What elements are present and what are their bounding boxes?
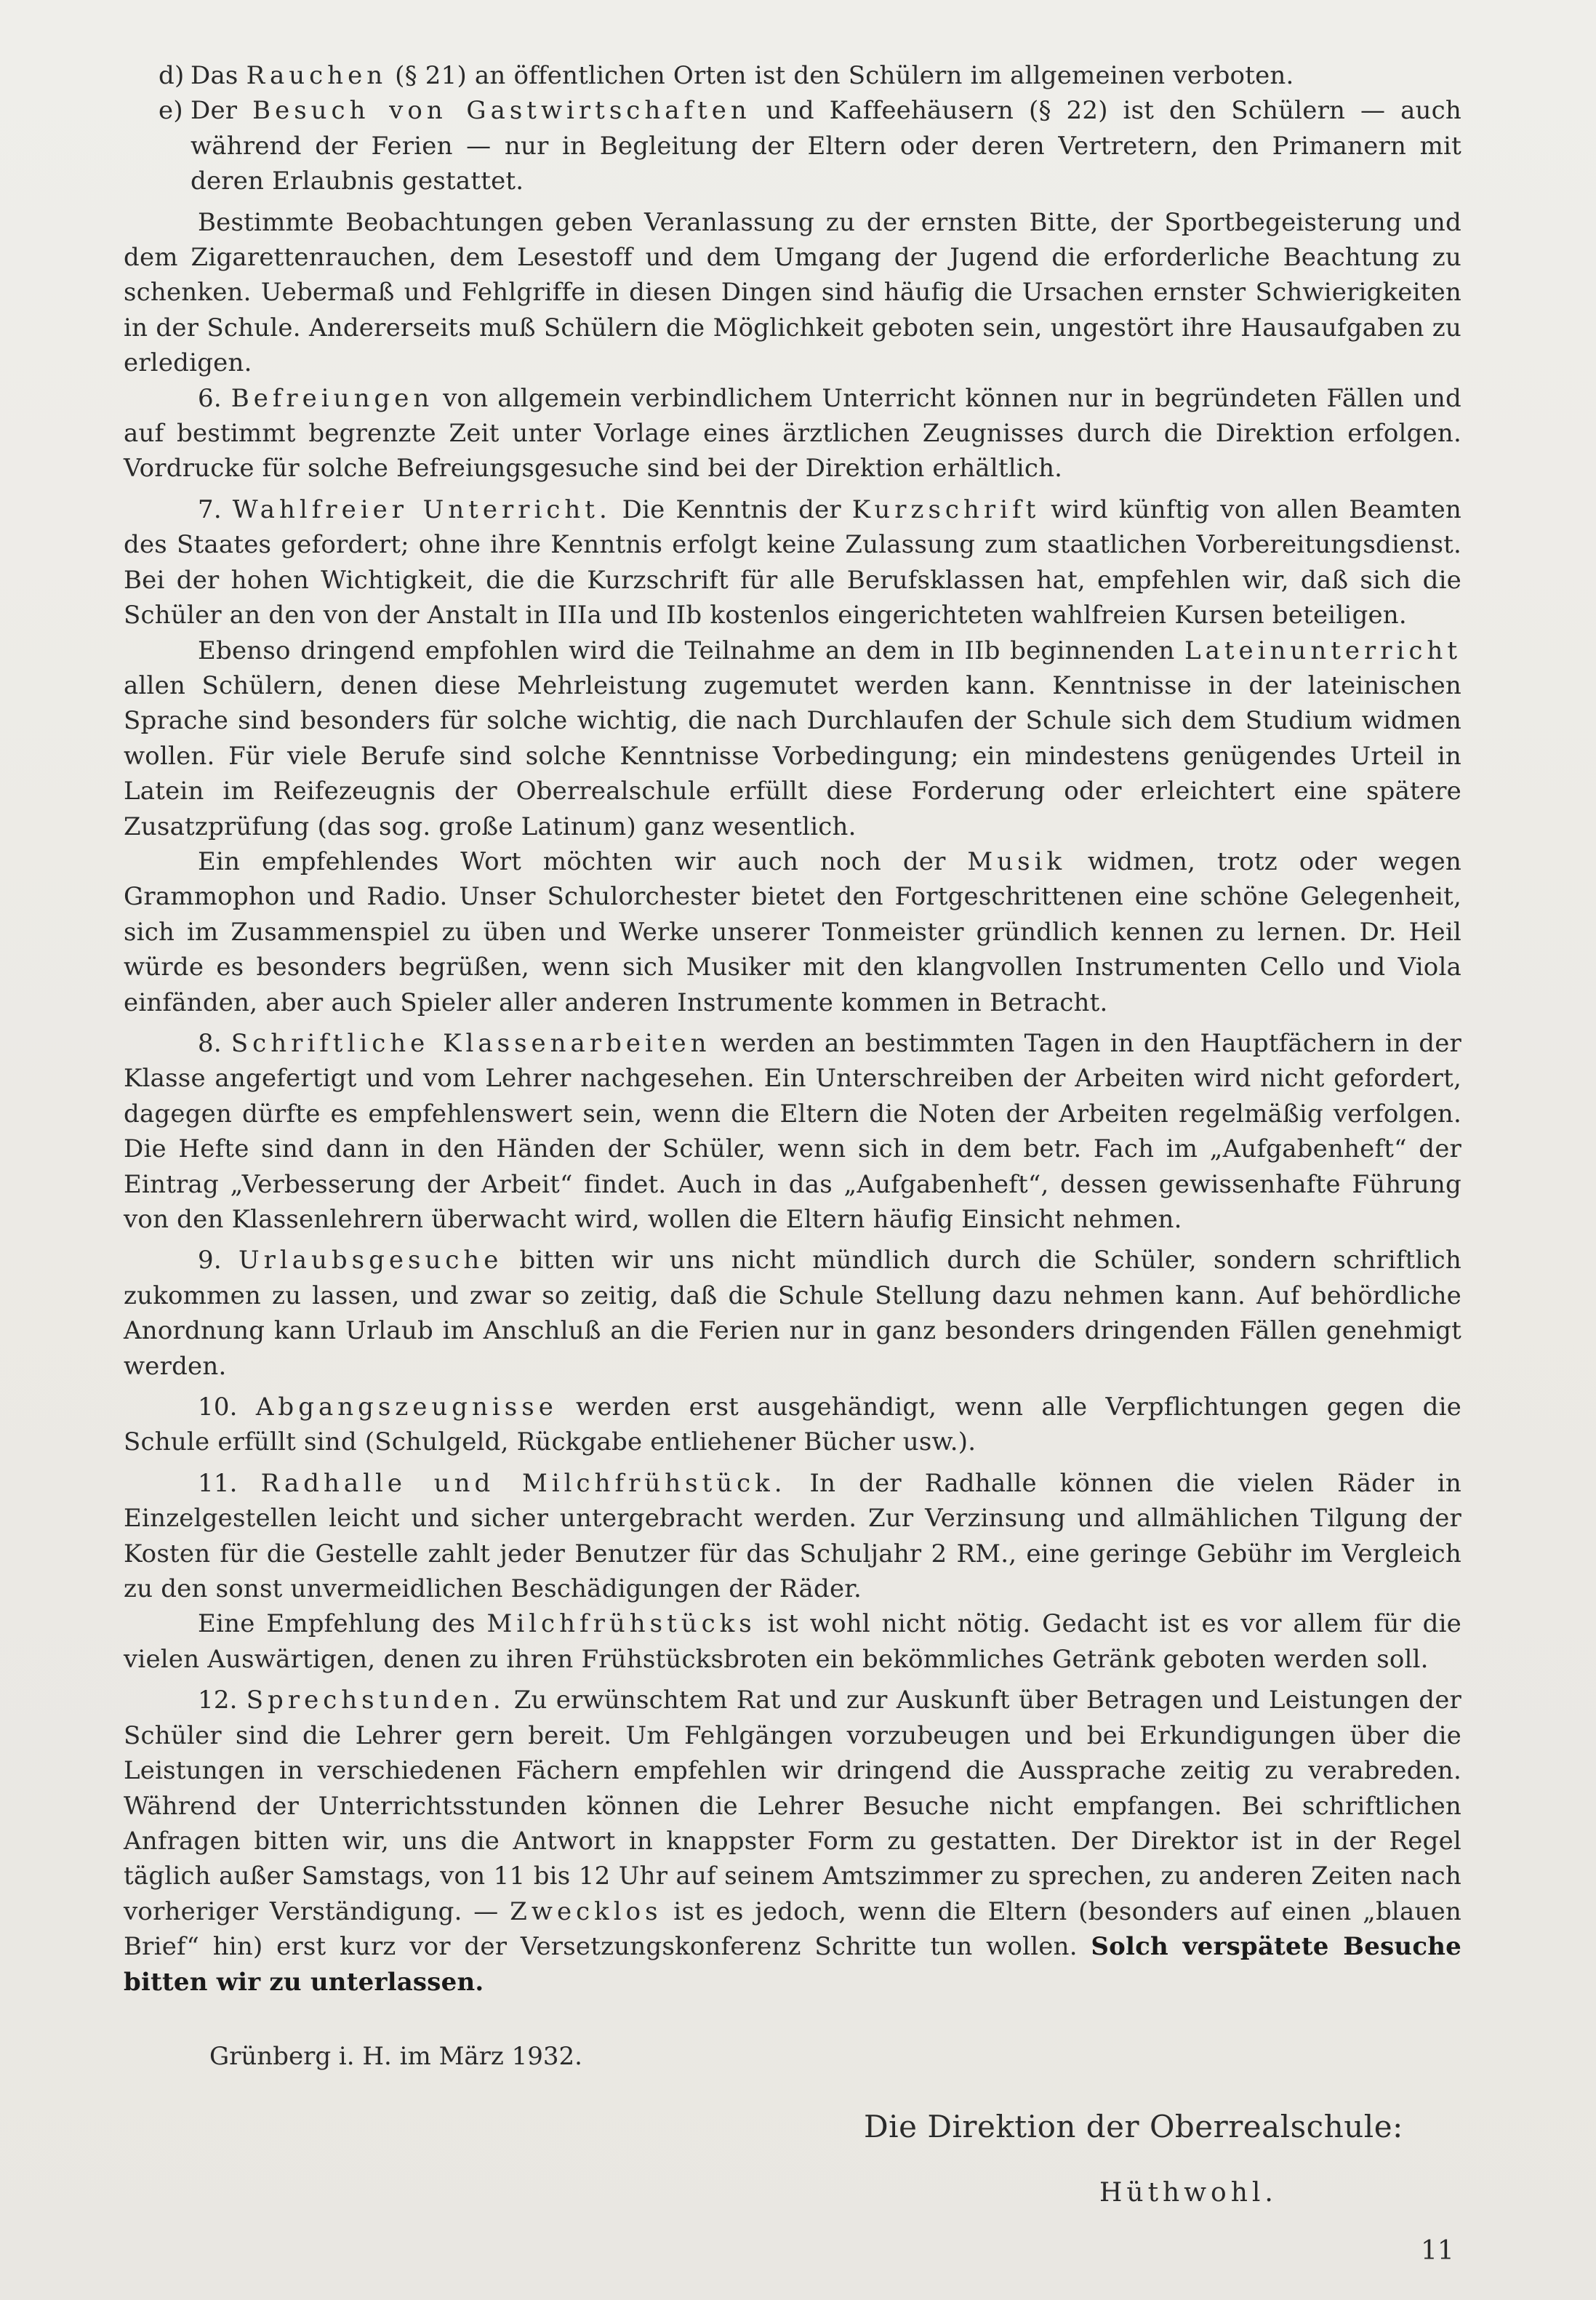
section-heading: Befreiungen [230,383,434,413]
signature-line: Die Direktion der Oberrealschule: [864,2109,1403,2144]
section-heading: Urlaubsgesuche [238,1246,503,1275]
section-number: 9. [198,1246,222,1275]
date-line: Grünberg i. H. im März 1932. [209,2042,582,2071]
section-number: 8. [198,1028,222,1058]
paragraph-latin: Ebenso dringend empfohlen wird die Teilnahme an dem in IIb beginnenden Lateinunterricht allen Schülern, denen diese Mehrleistung zugemutet werden kann. Kenntnisse in der lateinischen Sprache sind besonders für solche wichtig, die nach Durchlaufen der Schule sich dem Studium widmen wollen. Für viele Berufe sind solche Kenntnisse Vorbedingung; ein mindestens genügendes Urteil in Latein im Reifezeugnis der Oberrealschule erfüllt diese Forderung oder erleichtert eine spätere Zusatzprüfung (das sog. große Latinum) ganz wesentlich. [124,636,1461,841]
paragraph-music: Ein empfehlendes Wort möchten wir auch noch der Musik widmen, trotz oder wegen Grammophon und Radio. Unser Schulorchester bietet den Fortgeschrittenen eine schöne Gelegenheit, sich im Zusammenspiel zu üben und Werke unserer Tonmeister gründlich kennen zu lernen. Dr. Heil würde es besonders begrüßen, wenn sich Musiker mit den klangvollen Instrumenten Cello und Viola einfänden, aber auch Spieler aller anderen Instrumente kommen in Betracht. [124,846,1461,1017]
item-d: d) Das Rauchen (§ 21) an öffentlichen Orten ist den Schülern im allgemeinen verboten. [124,58,1461,93]
section-heading: Abgangszeugnisse [255,1393,558,1422]
section-heading: Sprechstunden. [246,1686,505,1715]
keyword: Kurzschrift [851,494,1040,524]
section-number: 6. [198,383,222,413]
section-number: 12. [198,1686,238,1715]
bold-closing: Solch verspätete Besuche bitten wir zu unterlassen. [124,1932,1461,1997]
paragraph-milk: Eine Empfehlung des Milchfrühstücks ist wohl nicht nötig. Gedacht ist es vor allem für die vielen Auswärtigen, denen zu ihren Frühstücksbroten ein bekömmliches Getränk geboten werden soll. [124,1609,1461,1674]
keyword: Besuch von Gastwirtschaften [252,96,751,126]
keyword: Milchfrühstücks [486,1609,756,1639]
item-marker: d) [159,61,185,90]
section-number: 11. [198,1468,238,1498]
keyword: Zwecklos [510,1896,662,1926]
page-number: 11 [1421,2236,1454,2266]
keyword: Musik [967,846,1067,876]
document-body [124,58,1461,2000]
signer-name: Hüthwohl. [1099,2178,1278,2208]
item-marker: e) [159,96,183,126]
section-number: 10. [198,1393,238,1422]
section-9: 9. Urlaubsgesuche bitten wir uns nicht mündlich durch die Schüler, sondern schriftlich zukommen zu lassen, und zwar so zeitig, daß die Schule Stellung dazu nehmen kann. Auf behördliche Anordnung kann Urlaub im Anschluß an die Ferien nur in ganz besonders dringenden Fällen genehmigt werden. [124,1246,1461,1381]
section-6: 6. Befreiungen von allgemein verbindlichem Unterricht können nur in begründeten Fällen und auf bestimmt begrenzte Zeit unter Vorlage eines ärztlichen Zeugnisses durch die Direktion erfolgen. Vordrucke für solche Befreiungsgesuche sind bei der Direktion erhältlich. [124,383,1461,484]
section-heading: Schriftliche Klassenarbeiten [230,1028,711,1058]
section-12: 12. Sprechstunden. Zu erwünschtem Rat und zur Auskunft über Betragen und Leistungen der Schüler sind die Lehrer gern bereit. Um Fehlgängen vorzubeugen und bei Erkundigungen über die Leistungen in verschiedenen Fächern empfehlen wir dringend die Aussprache zeitig zu verabreden. Während der Unterrichtsstunden können die Lehrer Besuche nicht empfangen. Bei schriftlichen Anfragen bitten wir, uns die Antwort in knappster Form zu gestatten. Der Direktor ist in der Regel täglich außer Samstags, von 11 bis 12 Uhr auf seinem Amtszimmer zu sprechen, zu anderen Zeiten nach vorheriger Verständigung. — Zwecklos ist es jedoch, wenn die Eltern (besonders auf einen „blauen Brief“ hin) erst kurz vor der Versetzungskonferenz Schritte tun wollen. Solch verspätete Besuche bitten wir zu unterlassen. [124,1686,1461,1997]
paragraph-observations: Bestimmte Beobachtungen geben Veranlassung zu der ernsten Bitte, der Sportbegeisterung und dem Zigarettenrauchen, dem Lesestoff und dem Umgang der Jugend die erforderliche Beachtung zu schenken. Uebermaß und Fehlgriffe in diesen Dingen sind häufig die Ursachen ernster Schwierigkeiten in der Schule. Andererseits muß Schülern die Möglichkeit geboten sein, ungestört ihre Hausaufgaben zu erledigen. [124,207,1461,378]
section-7: 7. Wahlfreier Unterricht. Die Kenntnis der Kurzschrift wird künftig von allen Beamten des Staates gefordert; ohne ihre Kenntnis erfolgt keine Zulassung zum staatlichen Vorbereitungsdienst. Bei der hohen Wichtigkeit, die die Kurzschrift für alle Berufsklassen hat, empfehlen wir, daß sich die Schüler an den von der Anstalt in IIIa und IIb kostenlos eingerichteten wahlfreien Kursen beteiligen. [124,494,1461,630]
section-10: 10. Abgangszeugnisse werden erst ausgehändigt, wenn alle Verpflichtungen gegen die Schule erfüllt sind (Schulgeld, Rückgabe entliehener Bücher usw.). [124,1393,1462,1457]
item-e: e) Der Besuch von Gastwirtschaften und Kaffeehäusern (§ 22) ist den Schülern — auch während der Ferien — nur in Begleitung der Eltern oder deren Vertretern, den Primanern mit deren Erlaubnis gestattet. [124,93,1461,199]
section-number: 7. [198,494,222,524]
section-heading: Radhalle und Milchfrühstück. [260,1468,787,1498]
section-11: 11. Radhalle und Milchfrühstück. In der Radhalle können die vielen Räder in Einzelgestellen leicht und sicher untergebracht werden. Zur Verzinsung und allmählichen Tilgung der Kosten für die Gestelle zahlt jeder Benutzer für das Schuljahr 2 RM., eine geringe Gebühr im Vergleich zu den sonst unvermeidlichen Beschädigungen der Räder. [124,1468,1461,1604]
keyword: Lateinunterricht [1184,636,1461,665]
section-8: 8. Schriftliche Klassenarbeiten werden an bestimmten Tagen in den Hauptfächern in der Klasse angefertigt und vom Lehrer nachgesehen. Ein Unterschreiben der Arbeiten wird nicht gefordert, dagegen dürfte es empfehlenswert sein, wenn die Eltern die Noten der Arbeiten regelmäßig verfolgen. Die Hefte sind dann in den Händen der Schüler, wenn sich in dem betr. Fach im „Aufgabenheft“ der Eintrag „Verbesserung der Arbeit“ findet. Auch in das „Aufgabenheft“, dessen gewissenhafte Führung von den Klassenlehrern überwacht wird, wollen die Eltern häufig Einsicht nehmen. [124,1028,1461,1234]
keyword: Rauchen [246,61,388,90]
section-heading: Wahlfreier Unterricht. [232,494,611,524]
